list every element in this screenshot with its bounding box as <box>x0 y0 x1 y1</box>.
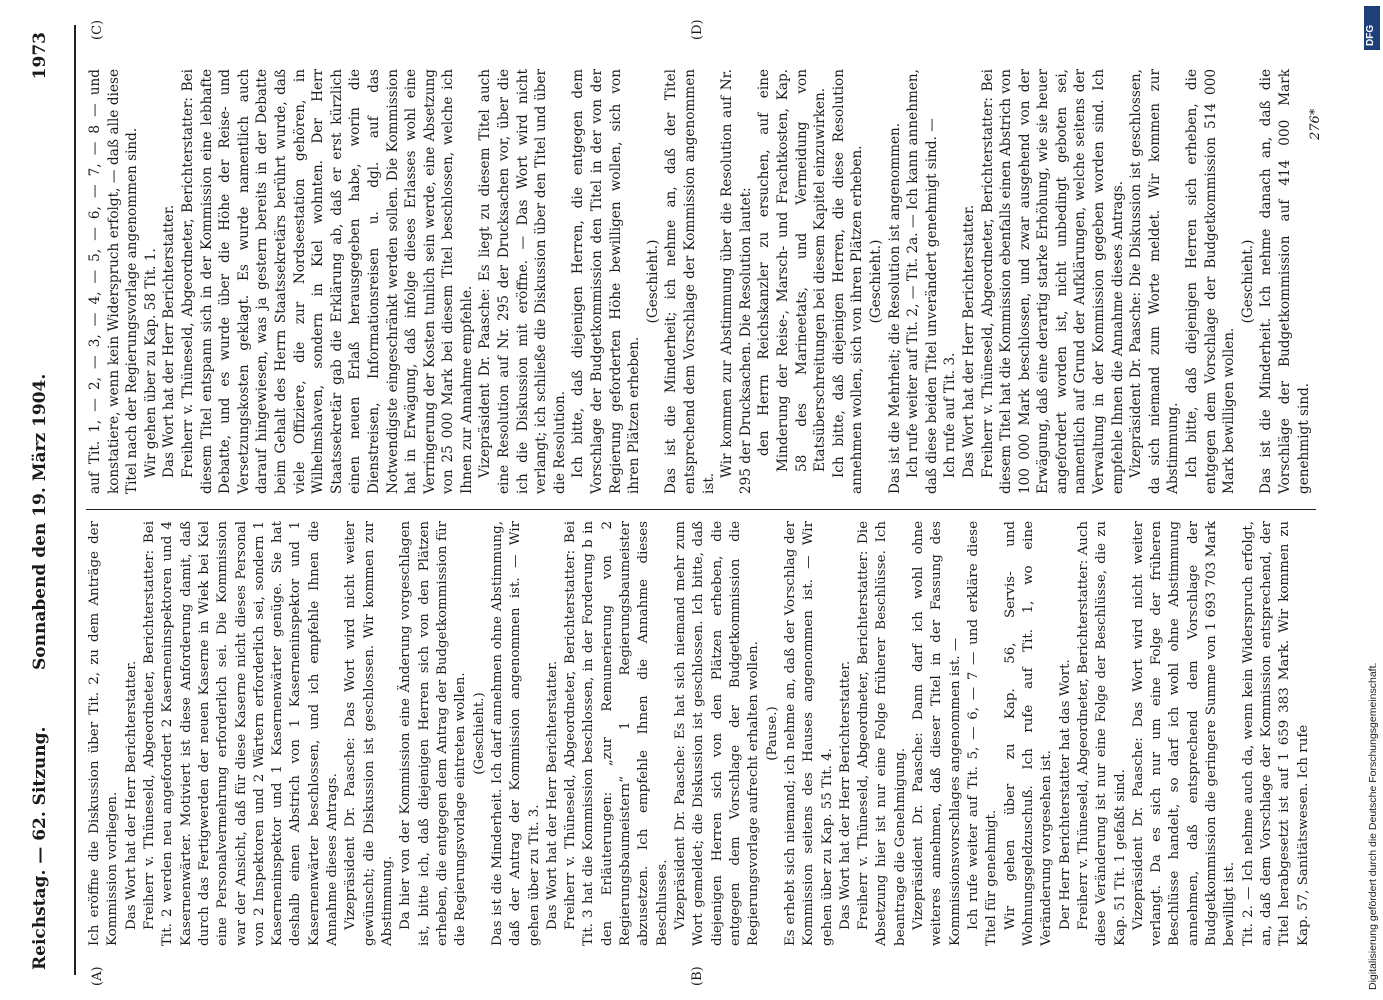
margin-mark-c: (C) <box>90 19 105 40</box>
margin-mark-b: (B) <box>690 966 705 986</box>
paragraph: Freiherr v. Thüneseld, Abgeordneter, Berichterstatter: Die Absetzung hier ist nur eine Folge früherer Beschlüsse. Ich beantrage die Genehmigung. <box>856 521 908 946</box>
margin-mark-d: (D) <box>690 19 705 40</box>
header-left-title: Reichstag. — 62. Sitzung. <box>30 726 50 970</box>
paragraph: Ich rufe weiter auf Tit. 2, — Tit. 2a. — Ich kann annehmen, daß diese beiden Titel unverändert genehmigt sind. — <box>905 69 940 494</box>
paragraph: auf Tit. 1, — 2, — 3, — 4, — 5, — 6, — 7, — 8 — und konstatiere, wenn kein Widerspruch erfolgt, — daß alle diese Titel nach der Regierungsvorlage angenommen sind. <box>87 69 141 494</box>
paragraph: Ich bitte, daß diejenigen Herren sich erheben, die entgegen dem Vorschlage der Budgetkommission 514 000 Mark bewilligen wollen. <box>1184 69 1238 494</box>
paragraph: Vizepräsident Dr. Paasche: Dann darf ich wohl ohne weiteres annehmen, daß dieser Titel in der Fassung des Kommissionsvorschlages angenommen ist. — <box>911 521 963 946</box>
paragraph: Der Herr Berichterstatter hat das Wort. <box>1057 659 1073 930</box>
signature-mark: 276* <box>1308 108 1323 140</box>
paragraph: Das Wort hat der Herr Berichterstatter. <box>123 660 139 930</box>
stage-direction: (Geschieht.) <box>471 692 487 775</box>
dfg-logo: DFG <box>1364 6 1380 50</box>
paragraph: Vizepräsident Dr. Paasche: Die Diskussion ist geschlossen, da sich niemand zum Worte meldet. Wir kommen zur Abstimmung. <box>1128 69 1182 494</box>
paragraph: Vizepräsident Dr. Paasche: Es liegt zu diesem Titel auch eine Resolution auf Nr. 295 der Drucksachen vor, über die ich die Diskussion mit eröffne. — Das Wort wird nicht verlangt; ich schließe die Diskussion über den Titel und über die Resolution. <box>477 69 568 494</box>
resolution-text: den Herrn Reichskanzler zu ersuchen, auf eine Minderung der Reise-, Marsch- und Frachtkosten, Kap. 58 des Marineetats, und Vermeidung von Etatsüberschreitungen bei diesem Kapitel einzuwirken. <box>756 69 829 472</box>
paragraph: Tit. 2. — Ich nehme auch da, wenn kein Widerspruch erfolgt, an, daß dem Vorschlage der Kommission entsprechend, der Titel herabgesetzt ist auf 1 659 383 Mark. Wir kommen zu Kap. 57, Sanitätswesen. Ich rufe <box>1240 521 1311 946</box>
paragraph: Das ist die Mehrheit; die Resolution ist angenommen. <box>886 122 903 494</box>
paragraph: Freiherr v. Thüneseld, Abgeordneter, Berichterstatter: Bei diesem Titel hat die Kommission ebenfalls einen Abstrich von 100 000 Mark beschlossen, und zwar ausgehend von der Erwägung, daß eine derartig starke Erhöhung, wie sie heuer angefordert worden ist, nicht unbedingt geboten sei, namentlich auf Grund der Aufklärungen, welche seitens der Verwaltung in der Kommission gegeben worden sind. Ich empfehle Ihnen die Annahme dieses Antrags. <box>979 69 1126 494</box>
paragraph: Vizepräsident Dr. Paasche: Das Wort wird nicht weiter verlangt. Da es sich nur um eine Folge der früheren Beschlüsse handelt, so darf ich wohl ohne Abstimmung annehmen, daß entsprechend dem Vorschlage der Budgetkommission die geringere Summe von 1 693 703 Mark bewilligt ist. <box>1130 521 1238 946</box>
credit-text: Digitalisierung gefördert durch die Deutsche Forschungsgemeinschaft. <box>1367 662 1379 990</box>
paragraph: Freiherr v. Thüneseld, Abgeordneter, Berichterstatter: Bei Tit. 3 hat die Kommission beschlossen, in der Forderung b in den Erläuterungen: „zur Remunerierung von 2 Regierungsbaumeistern“ 1 Regierungsbaumeister abzusetzen. Ich empfehle Ihnen die Annahme dieses Beschlusses. <box>563 521 670 946</box>
paragraph: Ich eröffne die Diskussion über Tit. 2, zu dem Anträge der Kommission vorliegen. <box>87 521 121 946</box>
paragraph: Vizepräsident Dr. Paasche: Das Wort wird nicht weiter gewünscht; die Diskussion ist geschlossen. Wir kommen zur Abstimmung. <box>343 521 395 946</box>
stage-direction: (Geschieht.) <box>867 239 884 324</box>
right-text-column <box>86 69 1313 494</box>
digitization-credit <box>1363 10 1381 990</box>
paragraph: Wir gehen über zu Kap. 58 Tit. 1. <box>142 248 159 478</box>
paragraph: Freiherr v. Thüneseld, Abgeordneter, Berichterstatter: Bei Tit. 2 werden neu angefordert 2 Kaserneninspektoren und 4 Kasernenwärter. Motiviert ist diese Anforderung damit, daß durch das Fertigwerden der neuen Kaserne in Wiek bei Kiel eine Personalvermehrung erforderlich sei. Die Kommission war der Ansicht, daß für diese Kaserne nicht dieses Personal von 2 Inspektoren und 2 Wärtern erforderlich sei, sondern 1 Kaserneninspektor und 1 Kasernenwärter genüge. Sie hat deshalb einen Abstrich von 1 Kaserneninspektor und 1 Kasernenwärter beschlossen, und ich empfehle Ihnen die Annahme dieses Antrags. <box>141 521 341 946</box>
paragraph: Das Wort hat der Herr Berichterstatter. <box>837 660 853 930</box>
paragraph: Wir gehen über zu Kap. 56, Servis- und Wohnungsgeldzuschuß. Ich rufe auf Tit. 1, wo eine Veränderung vorgesehen ist. <box>1002 521 1055 946</box>
paragraph: Das Wort hat der Herr Berichterstatter. <box>544 660 560 930</box>
paragraph: Freiherr v. Thüneseld, Abgeordneter, Berichterstatter: Auch diese Veränderung ist nur eine Folge der Beschlüsse, die zu Kap. 51 Tit. 1 gefaßt sind. <box>1075 521 1128 946</box>
header-date: Sonnabend den 19. März 1904. <box>30 373 50 670</box>
paragraph: Das Wort hat der Herr Berichterstatter. <box>161 204 178 478</box>
page-number: 1973 <box>30 32 50 80</box>
margin-mark-a: (A) <box>90 966 105 986</box>
paragraph: Vizepräsident Dr. Paasche: Es hat sich niemand mehr zum Wort gemeldet; die Diskussion ist geschlossen. Ich bitte, daß diejenigen Herren sich von den Plätzen erheben, die entgegen dem Vorschlage der Budgetkommission die Regierungsvorlage aufrecht erhalten wollen. <box>673 521 762 946</box>
paragraph: Das ist die Minderheit; ich nehme an, daß der Titel entsprechend dem Vorschlage der Kommission angenommen ist. <box>663 69 717 494</box>
stage-direction: (Geschieht.) <box>1239 239 1256 324</box>
paragraph: Ich rufe weiter auf Tit. 5, — 6, — 7 — und erkläre diese Titel für genehmigt. <box>966 521 1000 946</box>
paragraph: Ich bitte, daß diejenigen Herren, die diese Resolution annehmen wollen, sich von ihren Plätzen erheben. <box>830 69 866 494</box>
stage-direction: (Pause.) <box>764 706 780 761</box>
paragraph: Das ist die Minderheit. Ich darf annehmen ohne Abstimmung, daß der Antrag der Kommission angenommen ist. — Wir gehen über zu Tit. 3. <box>489 521 542 946</box>
stage-direction: (Geschieht.) <box>644 239 661 324</box>
paragraph: Es erhebt sich niemand; ich nehme an, daß der Vorschlag der Kommission seitens des Hauses angenommen ist. — Wir gehen über zu Kap. 55 Tit. 4. <box>782 521 835 946</box>
header-rule <box>74 25 76 975</box>
paragraph: Ich bitte, daß diejenigen Herren, die entgegen dem Vorschlage der Budgetkommission den Titel in der von der Regierung geforderten Höhe bewilligen wollen, sich von ihren Plätzen erheben. <box>570 69 643 494</box>
paragraph: Ich rufe auf Tit. 3. <box>942 352 959 478</box>
paragraph: Das Wort hat der Herr Berichterstatter. <box>960 204 977 478</box>
left-text-column <box>86 521 1313 946</box>
paragraph: Wir kommen zur Abstimmung über die Resolution auf Nr. 295 der Drucksachen. Die Resolution lautet: <box>719 69 754 494</box>
column-divider <box>86 509 1316 510</box>
paragraph: Freiherr v. Thüneseld, Abgeordneter, Berichterstatter: Bei diesem Titel entspann sich in der Kommission eine lebhafte Debatte, und es wurde über die Höhe der Reise- und Versetzungskosten geklagt. Es wurde namentlich auch darauf hingewiesen, was ja gestern bereits in der Debatte beim Gehalt des Herrn Staatssekretärs berührt wurde, daß viele Offiziere, die zur Nordseestation gehören, in Wilhelmshaven, sondern in Kiel wohnten. Der Herr Staatssekretär gab die Erklärung ab, daß er erst kürzlich einen neuen Erlaß herausgegeben habe, worin die Dienstreisen, Informationsreisen u. dgl. auf das Notwendigste eingeschränkt werden sollen. Die Kommission hat in Erwägung, daß infolge dieses Erlasses wohl eine Verringerung der Kosten tunlich sein werde, eine Absetzung von 25 000 Mark bei diesem Titel beschlossen, welche ich Ihnen zur Annahme empfehle. <box>179 69 475 494</box>
paragraph: Da hier von der Kommission eine Änderung vorgeschlagen ist, bitte ich, daß diejenigen Herren sich von den Plätzen erheben, die entgegen dem Antrag der Budgetkommission für die Regierungsvorlage eintreten wollen. <box>398 521 469 946</box>
paragraph: Das ist die Minderheit. Ich nehme danach an, daß die Vorschläge der Budgetkommission auf 414 000 Mark genehmigt sind. <box>1258 69 1312 494</box>
